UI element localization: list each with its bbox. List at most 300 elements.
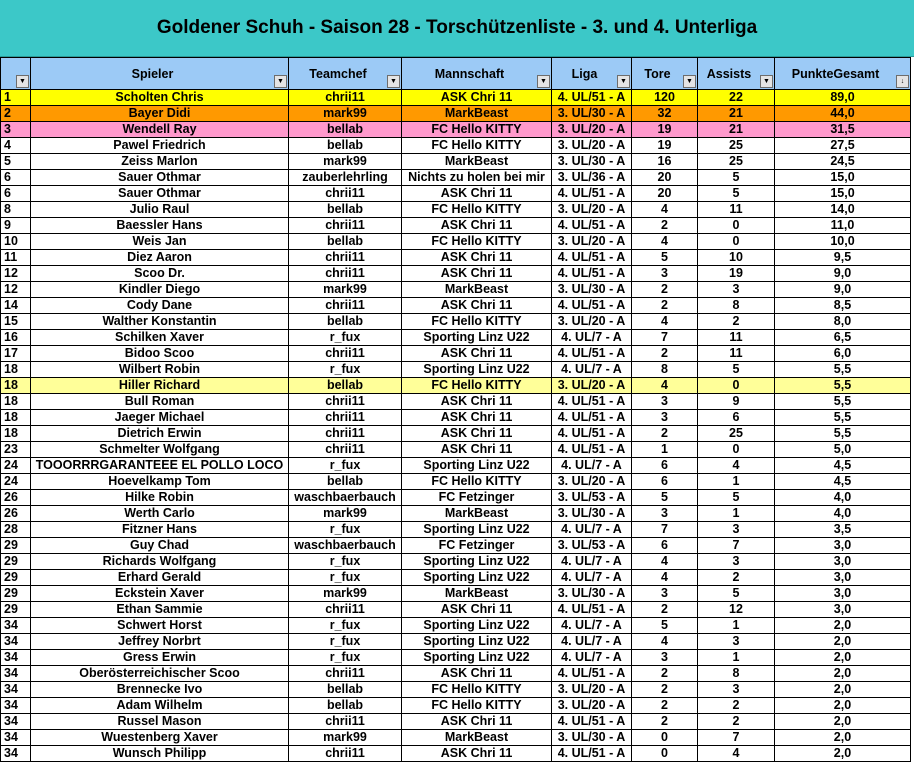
- cell-spieler[interactable]: Jaeger Michael: [31, 410, 289, 426]
- cell-teamchef[interactable]: r_fux: [289, 634, 402, 650]
- table-row[interactable]: [1, 522, 911, 538]
- cell-tore[interactable]: 2: [632, 298, 698, 314]
- cell-spieler[interactable]: Kindler Diego: [31, 282, 289, 298]
- filter-dropdown-icon[interactable]: ▼: [617, 75, 630, 88]
- cell-liga[interactable]: 4. UL/51 - A: [552, 442, 632, 458]
- cell-spieler[interactable]: Wendell Ray: [31, 122, 289, 138]
- table-row[interactable]: [1, 314, 911, 330]
- cell-spieler[interactable]: Bull Roman: [31, 394, 289, 410]
- cell-teamchef[interactable]: bellab: [289, 202, 402, 218]
- cell-liga[interactable]: 3. UL/36 - A: [552, 170, 632, 186]
- cell-teamchef[interactable]: mark99: [289, 586, 402, 602]
- cell-assists[interactable]: 4: [698, 458, 775, 474]
- cell-mannschaft[interactable]: ASK Chri 11: [402, 90, 552, 106]
- cell-teamchef[interactable]: bellab: [289, 698, 402, 714]
- cell-liga[interactable]: 4. UL/51 - A: [552, 426, 632, 442]
- cell-assists[interactable]: 3: [698, 554, 775, 570]
- cell-spieler[interactable]: Hiller Richard: [31, 378, 289, 394]
- cell-liga[interactable]: 4. UL/7 - A: [552, 330, 632, 346]
- table-row[interactable]: [1, 730, 911, 746]
- cell-tore[interactable]: 20: [632, 186, 698, 202]
- cell-mannschaft[interactable]: FC Fetzinger: [402, 538, 552, 554]
- cell-tore[interactable]: 3: [632, 506, 698, 522]
- cell-mannschaft[interactable]: ASK Chri 11: [402, 394, 552, 410]
- cell-assists[interactable]: 10: [698, 250, 775, 266]
- column-header-assists[interactable]: [698, 58, 775, 90]
- table-row[interactable]: [1, 634, 911, 650]
- cell-liga[interactable]: 4. UL/7 - A: [552, 522, 632, 538]
- table-row[interactable]: [1, 282, 911, 298]
- cell-liga[interactable]: 4. UL/7 - A: [552, 458, 632, 474]
- cell-rank[interactable]: 16: [1, 330, 31, 346]
- cell-tore[interactable]: 5: [632, 250, 698, 266]
- cell-liga[interactable]: 4. UL/7 - A: [552, 634, 632, 650]
- table-row[interactable]: [1, 618, 911, 634]
- cell-punkte[interactable]: 8,5: [775, 298, 911, 314]
- cell-liga[interactable]: 3. UL/20 - A: [552, 138, 632, 154]
- column-header-liga[interactable]: [552, 58, 632, 90]
- cell-assists[interactable]: 8: [698, 666, 775, 682]
- cell-liga[interactable]: 3. UL/30 - A: [552, 282, 632, 298]
- table-row[interactable]: [1, 410, 911, 426]
- cell-assists[interactable]: 9: [698, 394, 775, 410]
- cell-mannschaft[interactable]: MarkBeast: [402, 506, 552, 522]
- table-row[interactable]: [1, 474, 911, 490]
- table-row[interactable]: [1, 330, 911, 346]
- cell-spieler[interactable]: Baessler Hans: [31, 218, 289, 234]
- cell-teamchef[interactable]: bellab: [289, 378, 402, 394]
- cell-tore[interactable]: 6: [632, 538, 698, 554]
- table-row[interactable]: [1, 202, 911, 218]
- cell-liga[interactable]: 3. UL/20 - A: [552, 122, 632, 138]
- cell-tore[interactable]: 2: [632, 218, 698, 234]
- cell-tore[interactable]: 3: [632, 266, 698, 282]
- cell-teamchef[interactable]: bellab: [289, 314, 402, 330]
- cell-assists[interactable]: 7: [698, 538, 775, 554]
- cell-punkte[interactable]: 9,0: [775, 282, 911, 298]
- cell-rank[interactable]: 29: [1, 554, 31, 570]
- cell-rank[interactable]: 34: [1, 618, 31, 634]
- cell-rank[interactable]: 5: [1, 154, 31, 170]
- cell-rank[interactable]: 18: [1, 362, 31, 378]
- cell-liga[interactable]: 3. UL/20 - A: [552, 682, 632, 698]
- cell-liga[interactable]: 4. UL/51 - A: [552, 186, 632, 202]
- cell-mannschaft[interactable]: FC Hello KITTY: [402, 698, 552, 714]
- cell-assists[interactable]: 1: [698, 506, 775, 522]
- cell-tore[interactable]: 19: [632, 138, 698, 154]
- cell-rank[interactable]: 24: [1, 474, 31, 490]
- cell-liga[interactable]: 3. UL/30 - A: [552, 586, 632, 602]
- cell-assists[interactable]: 4: [698, 746, 775, 762]
- cell-teamchef[interactable]: waschbaerbauch: [289, 538, 402, 554]
- column-header-spieler[interactable]: [31, 58, 289, 90]
- cell-spieler[interactable]: Sauer Othmar: [31, 170, 289, 186]
- cell-mannschaft[interactable]: Nichts zu holen bei mir: [402, 170, 552, 186]
- cell-punkte[interactable]: 2,0: [775, 634, 911, 650]
- cell-liga[interactable]: 4. UL/51 - A: [552, 746, 632, 762]
- cell-rank[interactable]: 23: [1, 442, 31, 458]
- table-row[interactable]: [1, 698, 911, 714]
- cell-teamchef[interactable]: chrii11: [289, 410, 402, 426]
- column-header-punkte[interactable]: [775, 58, 911, 90]
- filter-dropdown-icon[interactable]: ▼: [274, 75, 287, 88]
- cell-mannschaft[interactable]: ASK Chri 11: [402, 250, 552, 266]
- cell-tore[interactable]: 0: [632, 730, 698, 746]
- cell-tore[interactable]: 4: [632, 554, 698, 570]
- cell-spieler[interactable]: Richards Wolfgang: [31, 554, 289, 570]
- cell-teamchef[interactable]: chrii11: [289, 442, 402, 458]
- cell-spieler[interactable]: Werth Carlo: [31, 506, 289, 522]
- cell-tore[interactable]: 7: [632, 330, 698, 346]
- cell-tore[interactable]: 2: [632, 426, 698, 442]
- cell-liga[interactable]: 4. UL/7 - A: [552, 362, 632, 378]
- cell-liga[interactable]: 4. UL/7 - A: [552, 554, 632, 570]
- cell-spieler[interactable]: Brennecke Ivo: [31, 682, 289, 698]
- cell-liga[interactable]: 3. UL/20 - A: [552, 474, 632, 490]
- cell-punkte[interactable]: 2,0: [775, 730, 911, 746]
- cell-tore[interactable]: 3: [632, 410, 698, 426]
- cell-tore[interactable]: 4: [632, 314, 698, 330]
- cell-rank[interactable]: 29: [1, 586, 31, 602]
- cell-spieler[interactable]: Ethan Sammie: [31, 602, 289, 618]
- table-row[interactable]: [1, 666, 911, 682]
- cell-tore[interactable]: 3: [632, 650, 698, 666]
- cell-punkte[interactable]: 3,0: [775, 570, 911, 586]
- cell-rank[interactable]: 8: [1, 202, 31, 218]
- cell-punkte[interactable]: 2,0: [775, 714, 911, 730]
- cell-punkte[interactable]: 5,0: [775, 442, 911, 458]
- table-row[interactable]: [1, 90, 911, 106]
- cell-spieler[interactable]: Diez Aaron: [31, 250, 289, 266]
- table-row[interactable]: [1, 170, 911, 186]
- cell-liga[interactable]: 4. UL/51 - A: [552, 666, 632, 682]
- cell-liga[interactable]: 3. UL/20 - A: [552, 698, 632, 714]
- cell-assists[interactable]: 19: [698, 266, 775, 282]
- cell-assists[interactable]: 5: [698, 586, 775, 602]
- cell-liga[interactable]: 4. UL/7 - A: [552, 650, 632, 666]
- sort-descending-icon[interactable]: ↓: [896, 75, 909, 88]
- cell-assists[interactable]: 11: [698, 330, 775, 346]
- table-row[interactable]: [1, 650, 911, 666]
- cell-punkte[interactable]: 4,5: [775, 474, 911, 490]
- cell-mannschaft[interactable]: FC Hello KITTY: [402, 314, 552, 330]
- cell-liga[interactable]: 3. UL/53 - A: [552, 538, 632, 554]
- cell-teamchef[interactable]: chrii11: [289, 266, 402, 282]
- cell-spieler[interactable]: TOOORRRGARANTEEE EL POLLO LOCO: [31, 458, 289, 474]
- cell-teamchef[interactable]: r_fux: [289, 362, 402, 378]
- table-row[interactable]: [1, 234, 911, 250]
- cell-rank[interactable]: 24: [1, 458, 31, 474]
- filter-dropdown-icon[interactable]: ▼: [683, 75, 696, 88]
- cell-spieler[interactable]: Zeiss Marlon: [31, 154, 289, 170]
- cell-mannschaft[interactable]: ASK Chri 11: [402, 602, 552, 618]
- table-row[interactable]: [1, 218, 911, 234]
- cell-spieler[interactable]: Gress Erwin: [31, 650, 289, 666]
- cell-teamchef[interactable]: waschbaerbauch: [289, 490, 402, 506]
- cell-punkte[interactable]: 3,0: [775, 538, 911, 554]
- cell-mannschaft[interactable]: FC Hello KITTY: [402, 138, 552, 154]
- cell-spieler[interactable]: Russel Mason: [31, 714, 289, 730]
- cell-liga[interactable]: 4. UL/7 - A: [552, 618, 632, 634]
- cell-spieler[interactable]: Bayer Didi: [31, 106, 289, 122]
- cell-teamchef[interactable]: r_fux: [289, 570, 402, 586]
- cell-rank[interactable]: 9: [1, 218, 31, 234]
- table-row[interactable]: [1, 682, 911, 698]
- table-row[interactable]: [1, 506, 911, 522]
- cell-assists[interactable]: 8: [698, 298, 775, 314]
- cell-tore[interactable]: 5: [632, 490, 698, 506]
- table-row[interactable]: [1, 490, 911, 506]
- cell-tore[interactable]: 3: [632, 586, 698, 602]
- cell-punkte[interactable]: 89,0: [775, 90, 911, 106]
- cell-spieler[interactable]: Scholten Chris: [31, 90, 289, 106]
- cell-rank[interactable]: 34: [1, 730, 31, 746]
- cell-mannschaft[interactable]: MarkBeast: [402, 586, 552, 602]
- cell-teamchef[interactable]: mark99: [289, 106, 402, 122]
- cell-tore[interactable]: 32: [632, 106, 698, 122]
- cell-mannschaft[interactable]: ASK Chri 11: [402, 666, 552, 682]
- cell-punkte[interactable]: 10,0: [775, 234, 911, 250]
- cell-mannschaft[interactable]: Sporting Linz U22: [402, 362, 552, 378]
- cell-rank[interactable]: 29: [1, 538, 31, 554]
- cell-assists[interactable]: 3: [698, 522, 775, 538]
- cell-punkte[interactable]: 2,0: [775, 618, 911, 634]
- cell-rank[interactable]: 18: [1, 426, 31, 442]
- cell-spieler[interactable]: Julio Raul: [31, 202, 289, 218]
- cell-punkte[interactable]: 3,0: [775, 554, 911, 570]
- cell-rank[interactable]: 1: [1, 90, 31, 106]
- cell-tore[interactable]: 3: [632, 394, 698, 410]
- cell-tore[interactable]: 2: [632, 346, 698, 362]
- cell-teamchef[interactable]: chrii11: [289, 426, 402, 442]
- cell-mannschaft[interactable]: ASK Chri 11: [402, 218, 552, 234]
- cell-teamchef[interactable]: r_fux: [289, 330, 402, 346]
- cell-mannschaft[interactable]: FC Hello KITTY: [402, 474, 552, 490]
- filter-dropdown-icon[interactable]: ▼: [16, 75, 29, 88]
- cell-assists[interactable]: 5: [698, 490, 775, 506]
- column-header-tore[interactable]: [632, 58, 698, 90]
- cell-punkte[interactable]: 9,5: [775, 250, 911, 266]
- cell-teamchef[interactable]: chrii11: [289, 602, 402, 618]
- cell-mannschaft[interactable]: MarkBeast: [402, 154, 552, 170]
- cell-tore[interactable]: 2: [632, 698, 698, 714]
- table-row[interactable]: [1, 538, 911, 554]
- cell-teamchef[interactable]: chrii11: [289, 250, 402, 266]
- cell-teamchef[interactable]: mark99: [289, 282, 402, 298]
- cell-rank[interactable]: 34: [1, 698, 31, 714]
- cell-rank[interactable]: 18: [1, 378, 31, 394]
- cell-rank[interactable]: 10: [1, 234, 31, 250]
- cell-mannschaft[interactable]: Sporting Linz U22: [402, 634, 552, 650]
- cell-tore[interactable]: 120: [632, 90, 698, 106]
- cell-assists[interactable]: 5: [698, 362, 775, 378]
- cell-assists[interactable]: 3: [698, 682, 775, 698]
- cell-mannschaft[interactable]: ASK Chri 11: [402, 746, 552, 762]
- cell-spieler[interactable]: Erhard Gerald: [31, 570, 289, 586]
- cell-punkte[interactable]: 4,0: [775, 506, 911, 522]
- cell-mannschaft[interactable]: ASK Chri 11: [402, 442, 552, 458]
- cell-liga[interactable]: 3. UL/30 - A: [552, 154, 632, 170]
- cell-punkte[interactable]: 5,5: [775, 378, 911, 394]
- table-row[interactable]: [1, 186, 911, 202]
- cell-spieler[interactable]: Guy Chad: [31, 538, 289, 554]
- cell-tore[interactable]: 8: [632, 362, 698, 378]
- cell-teamchef[interactable]: mark99: [289, 506, 402, 522]
- cell-punkte[interactable]: 5,5: [775, 394, 911, 410]
- cell-assists[interactable]: 0: [698, 218, 775, 234]
- cell-spieler[interactable]: Weis Jan: [31, 234, 289, 250]
- cell-spieler[interactable]: Pawel Friedrich: [31, 138, 289, 154]
- cell-liga[interactable]: 4. UL/51 - A: [552, 714, 632, 730]
- cell-punkte[interactable]: 27,5: [775, 138, 911, 154]
- cell-assists[interactable]: 22: [698, 90, 775, 106]
- cell-spieler[interactable]: Scoo Dr.: [31, 266, 289, 282]
- cell-spieler[interactable]: Hoevelkamp Tom: [31, 474, 289, 490]
- cell-teamchef[interactable]: bellab: [289, 138, 402, 154]
- cell-tore[interactable]: 4: [632, 634, 698, 650]
- cell-punkte[interactable]: 2,0: [775, 666, 911, 682]
- table-row[interactable]: [1, 442, 911, 458]
- cell-mannschaft[interactable]: FC Hello KITTY: [402, 202, 552, 218]
- cell-rank[interactable]: 12: [1, 266, 31, 282]
- table-row[interactable]: [1, 602, 911, 618]
- cell-tore[interactable]: 2: [632, 666, 698, 682]
- cell-teamchef[interactable]: chrii11: [289, 186, 402, 202]
- cell-rank[interactable]: 17: [1, 346, 31, 362]
- cell-rank[interactable]: 28: [1, 522, 31, 538]
- cell-rank[interactable]: 26: [1, 490, 31, 506]
- cell-tore[interactable]: 6: [632, 458, 698, 474]
- cell-assists[interactable]: 3: [698, 282, 775, 298]
- cell-teamchef[interactable]: chrii11: [289, 346, 402, 362]
- cell-rank[interactable]: 12: [1, 282, 31, 298]
- cell-assists[interactable]: 2: [698, 570, 775, 586]
- cell-spieler[interactable]: Wuestenberg Xaver: [31, 730, 289, 746]
- cell-rank[interactable]: 34: [1, 634, 31, 650]
- cell-liga[interactable]: 4. UL/51 - A: [552, 250, 632, 266]
- cell-punkte[interactable]: 44,0: [775, 106, 911, 122]
- cell-assists[interactable]: 21: [698, 122, 775, 138]
- cell-rank[interactable]: 34: [1, 682, 31, 698]
- cell-liga[interactable]: 3. UL/30 - A: [552, 506, 632, 522]
- cell-assists[interactable]: 25: [698, 426, 775, 442]
- cell-punkte[interactable]: 3,0: [775, 602, 911, 618]
- cell-punkte[interactable]: 3,0: [775, 586, 911, 602]
- cell-punkte[interactable]: 2,0: [775, 650, 911, 666]
- table-row[interactable]: [1, 570, 911, 586]
- cell-tore[interactable]: 2: [632, 602, 698, 618]
- cell-rank[interactable]: 11: [1, 250, 31, 266]
- cell-mannschaft[interactable]: MarkBeast: [402, 730, 552, 746]
- cell-assists[interactable]: 3: [698, 634, 775, 650]
- cell-assists[interactable]: 2: [698, 314, 775, 330]
- cell-spieler[interactable]: Adam Wilhelm: [31, 698, 289, 714]
- cell-teamchef[interactable]: chrii11: [289, 298, 402, 314]
- cell-tore[interactable]: 4: [632, 234, 698, 250]
- table-row[interactable]: [1, 154, 911, 170]
- cell-spieler[interactable]: Walther Konstantin: [31, 314, 289, 330]
- cell-liga[interactable]: 4. UL/7 - A: [552, 570, 632, 586]
- cell-teamchef[interactable]: bellab: [289, 474, 402, 490]
- cell-punkte[interactable]: 15,0: [775, 170, 911, 186]
- cell-tore[interactable]: 20: [632, 170, 698, 186]
- cell-punkte[interactable]: 9,0: [775, 266, 911, 282]
- cell-spieler[interactable]: Schwert Horst: [31, 618, 289, 634]
- cell-liga[interactable]: 4. UL/51 - A: [552, 410, 632, 426]
- cell-punkte[interactable]: 2,0: [775, 746, 911, 762]
- cell-rank[interactable]: 18: [1, 394, 31, 410]
- cell-mannschaft[interactable]: FC Hello KITTY: [402, 122, 552, 138]
- cell-liga[interactable]: 3. UL/20 - A: [552, 234, 632, 250]
- cell-teamchef[interactable]: chrii11: [289, 218, 402, 234]
- cell-tore[interactable]: 4: [632, 202, 698, 218]
- cell-rank[interactable]: 6: [1, 186, 31, 202]
- cell-liga[interactable]: 4. UL/51 - A: [552, 346, 632, 362]
- cell-rank[interactable]: 29: [1, 570, 31, 586]
- cell-spieler[interactable]: Dietrich Erwin: [31, 426, 289, 442]
- cell-punkte[interactable]: 5,5: [775, 426, 911, 442]
- cell-liga[interactable]: 3. UL/20 - A: [552, 314, 632, 330]
- cell-liga[interactable]: 3. UL/30 - A: [552, 106, 632, 122]
- cell-tore[interactable]: 7: [632, 522, 698, 538]
- cell-tore[interactable]: 16: [632, 154, 698, 170]
- cell-rank[interactable]: 6: [1, 170, 31, 186]
- cell-punkte[interactable]: 11,0: [775, 218, 911, 234]
- cell-assists[interactable]: 2: [698, 714, 775, 730]
- cell-mannschaft[interactable]: FC Hello KITTY: [402, 234, 552, 250]
- cell-mannschaft[interactable]: Sporting Linz U22: [402, 458, 552, 474]
- cell-liga[interactable]: 4. UL/51 - A: [552, 266, 632, 282]
- cell-assists[interactable]: 25: [698, 138, 775, 154]
- cell-teamchef[interactable]: r_fux: [289, 522, 402, 538]
- table-row[interactable]: [1, 266, 911, 282]
- cell-spieler[interactable]: Cody Dane: [31, 298, 289, 314]
- cell-mannschaft[interactable]: ASK Chri 11: [402, 186, 552, 202]
- cell-rank[interactable]: 29: [1, 602, 31, 618]
- cell-spieler[interactable]: Jeffrey Norbrt: [31, 634, 289, 650]
- table-row[interactable]: [1, 298, 911, 314]
- cell-teamchef[interactable]: mark99: [289, 154, 402, 170]
- table-row[interactable]: [1, 426, 911, 442]
- cell-rank[interactable]: 34: [1, 666, 31, 682]
- cell-rank[interactable]: 34: [1, 746, 31, 762]
- cell-assists[interactable]: 2: [698, 698, 775, 714]
- cell-punkte[interactable]: 3,5: [775, 522, 911, 538]
- cell-mannschaft[interactable]: ASK Chri 11: [402, 346, 552, 362]
- cell-punkte[interactable]: 5,5: [775, 362, 911, 378]
- cell-punkte[interactable]: 14,0: [775, 202, 911, 218]
- cell-rank[interactable]: 18: [1, 410, 31, 426]
- cell-punkte[interactable]: 2,0: [775, 698, 911, 714]
- table-row[interactable]: [1, 586, 911, 602]
- filter-dropdown-icon[interactable]: ▼: [760, 75, 773, 88]
- cell-punkte[interactable]: 6,5: [775, 330, 911, 346]
- cell-mannschaft[interactable]: ASK Chri 11: [402, 410, 552, 426]
- table-row[interactable]: [1, 378, 911, 394]
- table-row[interactable]: [1, 138, 911, 154]
- filter-dropdown-icon[interactable]: ▼: [387, 75, 400, 88]
- cell-liga[interactable]: 4. UL/51 - A: [552, 298, 632, 314]
- cell-mannschaft[interactable]: MarkBeast: [402, 106, 552, 122]
- table-row[interactable]: [1, 250, 911, 266]
- cell-tore[interactable]: 19: [632, 122, 698, 138]
- cell-mannschaft[interactable]: Sporting Linz U22: [402, 330, 552, 346]
- cell-mannschaft[interactable]: ASK Chri 11: [402, 266, 552, 282]
- cell-spieler[interactable]: Schilken Xaver: [31, 330, 289, 346]
- cell-mannschaft[interactable]: ASK Chri 11: [402, 426, 552, 442]
- cell-assists[interactable]: 21: [698, 106, 775, 122]
- cell-teamchef[interactable]: bellab: [289, 682, 402, 698]
